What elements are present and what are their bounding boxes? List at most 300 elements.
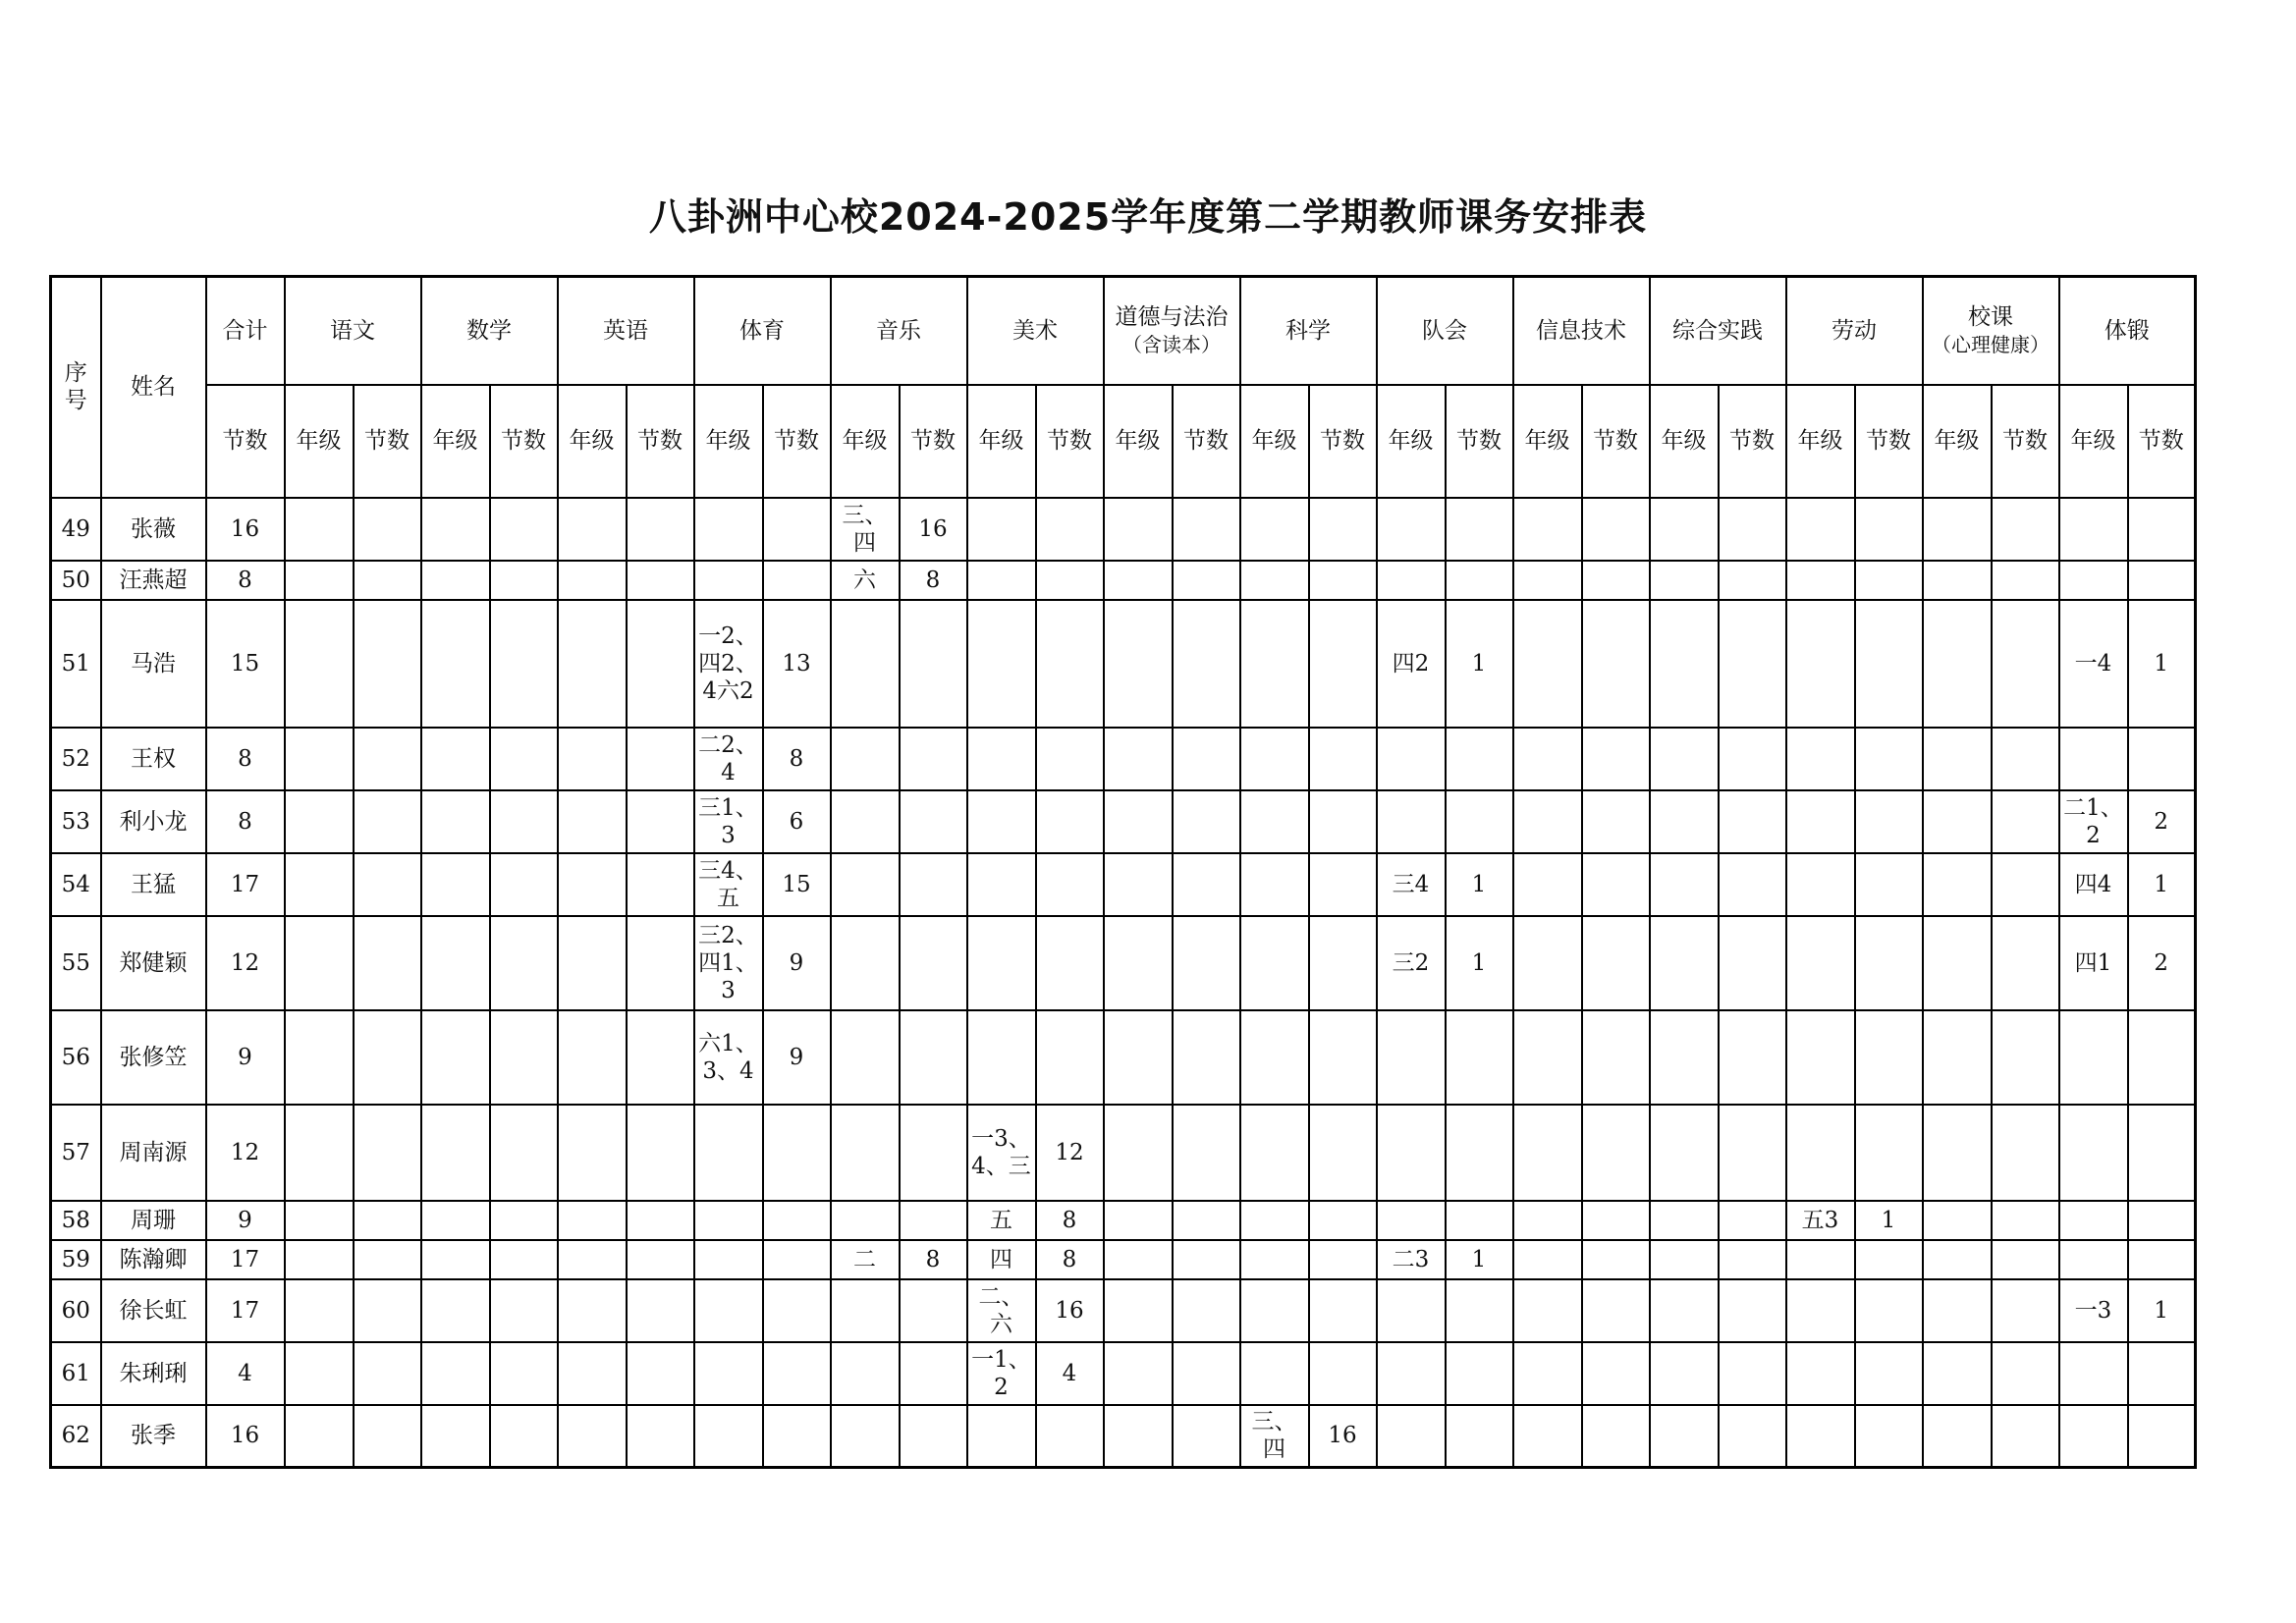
header-count: 节数 xyxy=(2128,385,2196,498)
cell-count xyxy=(354,498,421,561)
cell-count xyxy=(490,561,558,600)
cell-count xyxy=(1719,728,1786,790)
cell-grade xyxy=(1786,498,1855,561)
cell-name: 徐长虹 xyxy=(101,1279,206,1342)
subject-label: 校课 xyxy=(1968,303,2013,330)
table-row xyxy=(51,498,2196,561)
cell-grade xyxy=(1923,790,1992,853)
cell-count xyxy=(1992,916,2059,1010)
cell-grade xyxy=(1650,1010,1719,1105)
cell-count xyxy=(1582,1010,1650,1105)
table-row xyxy=(51,790,2196,853)
cell-grade xyxy=(1923,1342,1992,1405)
cell-grade xyxy=(831,1010,900,1105)
cell-seq: 56 xyxy=(51,1010,101,1105)
cell-count xyxy=(1173,853,1240,916)
cell-grade: 六1、3、4 xyxy=(694,1010,763,1105)
cell-grade: 四4 xyxy=(2059,853,2128,916)
cell-count: 1 xyxy=(1446,853,1513,916)
cell-count xyxy=(1582,1342,1650,1405)
cell-count xyxy=(1582,916,1650,1010)
header-seq: 序号 xyxy=(51,277,101,498)
cell-count xyxy=(1582,1105,1650,1201)
cell-count xyxy=(763,498,831,561)
cell-grade xyxy=(1240,1342,1309,1405)
cell-count xyxy=(490,1240,558,1279)
cell-count xyxy=(354,916,421,1010)
cell-grade xyxy=(1650,1201,1719,1240)
cell-grade xyxy=(1513,600,1582,728)
cell-count xyxy=(1719,1105,1786,1201)
cell-grade xyxy=(967,853,1036,916)
header-grade: 年级 xyxy=(967,385,1036,498)
cell-count xyxy=(1855,1105,1923,1201)
table-row xyxy=(51,600,2196,728)
cell-grade xyxy=(421,916,490,1010)
cell-grade xyxy=(285,1201,354,1240)
cell-count: 12 xyxy=(1036,1105,1104,1201)
cell-grade xyxy=(558,1240,627,1279)
cell-grade xyxy=(694,1105,763,1201)
table-row xyxy=(51,916,2196,1010)
cell-name: 张修笠 xyxy=(101,1010,206,1105)
cell-count xyxy=(1036,728,1104,790)
cell-grade xyxy=(421,1201,490,1240)
cell-count xyxy=(1719,853,1786,916)
cell-count xyxy=(1992,1342,2059,1405)
cell-grade xyxy=(2059,1010,2128,1105)
cell-seq: 55 xyxy=(51,916,101,1010)
cell-count xyxy=(490,1405,558,1468)
cell-grade xyxy=(1104,1405,1173,1468)
cell-grade xyxy=(1240,1201,1309,1240)
cell-grade xyxy=(1786,1010,1855,1105)
cell-grade xyxy=(967,600,1036,728)
subject-label: 队会 xyxy=(1422,317,1467,344)
cell-grade xyxy=(558,728,627,790)
cell-count: 4 xyxy=(1036,1342,1104,1405)
cell-grade xyxy=(558,1201,627,1240)
cell-grade xyxy=(1513,498,1582,561)
cell-count xyxy=(1446,561,1513,600)
cell-count xyxy=(763,1342,831,1405)
cell-name: 周珊 xyxy=(101,1201,206,1240)
cell-grade xyxy=(1650,1405,1719,1468)
cell-grade xyxy=(1786,853,1855,916)
cell-count xyxy=(2128,1201,2196,1240)
cell-grade xyxy=(1377,1405,1446,1468)
header-subject xyxy=(1104,277,1240,385)
cell-grade xyxy=(421,790,490,853)
cell-grade xyxy=(1923,1105,1992,1201)
cell-grade xyxy=(831,916,900,1010)
subject-label: 科学 xyxy=(1285,317,1331,344)
header-grade: 年级 xyxy=(1513,385,1582,498)
cell-count xyxy=(1309,728,1377,790)
cell-count xyxy=(900,1342,967,1405)
cell-grade xyxy=(1104,790,1173,853)
cell-grade xyxy=(1104,1105,1173,1201)
cell-grade xyxy=(421,561,490,600)
cell-grade xyxy=(2059,1201,2128,1240)
cell-grade xyxy=(1650,728,1719,790)
cell-count: 1 xyxy=(2128,853,2196,916)
cell-count xyxy=(1719,498,1786,561)
cell-grade: 三、四 xyxy=(831,498,900,561)
cell-grade xyxy=(1240,853,1309,916)
cell-count xyxy=(627,1201,694,1240)
cell-grade xyxy=(1377,1010,1446,1105)
header-grade: 年级 xyxy=(2059,385,2128,498)
table-row xyxy=(51,1279,2196,1342)
table-row xyxy=(51,1240,2196,1279)
cell-count xyxy=(1309,1279,1377,1342)
cell-grade xyxy=(558,600,627,728)
header-subject xyxy=(1240,277,1377,385)
cell-grade: 五3 xyxy=(1786,1201,1855,1240)
header-grade: 年级 xyxy=(1104,385,1173,498)
cell-count xyxy=(1446,498,1513,561)
cell-grade xyxy=(1923,1240,1992,1279)
cell-count xyxy=(1582,728,1650,790)
cell-grade xyxy=(1377,728,1446,790)
cell-count: 6 xyxy=(763,790,831,853)
cell-grade xyxy=(2059,1405,2128,1468)
cell-count xyxy=(354,1342,421,1405)
cell-grade xyxy=(1240,1010,1309,1105)
cell-grade xyxy=(285,728,354,790)
cell-count: 1 xyxy=(2128,600,2196,728)
cell-seq: 58 xyxy=(51,1201,101,1240)
cell-count xyxy=(900,1279,967,1342)
cell-count xyxy=(1992,600,2059,728)
subject-sublabel: （含读本） xyxy=(1122,332,1221,356)
table-row xyxy=(51,1342,2196,1405)
cell-grade xyxy=(1513,790,1582,853)
cell-grade: 二1、2 xyxy=(2059,790,2128,853)
subject-label: 音乐 xyxy=(876,317,921,344)
cell-count xyxy=(490,1342,558,1405)
header-grade: 年级 xyxy=(285,385,354,498)
subject-label: 体锻 xyxy=(2104,317,2150,344)
cell-count xyxy=(900,1405,967,1468)
cell-count xyxy=(1992,790,2059,853)
cell-grade xyxy=(1513,1342,1582,1405)
cell-count xyxy=(1855,916,1923,1010)
cell-grade xyxy=(1923,600,1992,728)
cell-grade xyxy=(967,498,1036,561)
cell-count xyxy=(490,1201,558,1240)
cell-grade xyxy=(831,853,900,916)
cell-grade xyxy=(831,1201,900,1240)
cell-seq: 62 xyxy=(51,1405,101,1468)
cell-seq: 54 xyxy=(51,853,101,916)
cell-grade xyxy=(421,1105,490,1201)
cell-count xyxy=(627,790,694,853)
cell-count xyxy=(1719,1010,1786,1105)
cell-count: 8 xyxy=(1036,1201,1104,1240)
cell-count xyxy=(627,1279,694,1342)
cell-count xyxy=(627,1405,694,1468)
cell-count xyxy=(900,728,967,790)
cell-grade xyxy=(1650,853,1719,916)
cell-count xyxy=(1855,1342,1923,1405)
cell-count: 1 xyxy=(1446,1240,1513,1279)
cell-count xyxy=(1173,1201,1240,1240)
header-subject xyxy=(2059,277,2196,385)
cell-grade xyxy=(1650,561,1719,600)
cell-count xyxy=(1173,1010,1240,1105)
cell-grade xyxy=(1104,600,1173,728)
cell-count xyxy=(354,790,421,853)
cell-grade xyxy=(558,561,627,600)
cell-grade xyxy=(1513,1010,1582,1105)
cell-count xyxy=(763,1279,831,1342)
cell-grade xyxy=(1650,790,1719,853)
cell-grade xyxy=(1786,1240,1855,1279)
cell-count: 8 xyxy=(1036,1240,1104,1279)
subject-label: 美术 xyxy=(1012,317,1058,344)
cell-grade xyxy=(2059,561,2128,600)
cell-grade xyxy=(421,498,490,561)
cell-grade: 三、四 xyxy=(1240,1405,1309,1468)
cell-count xyxy=(1582,853,1650,916)
schedule-table xyxy=(49,275,2197,1469)
cell-count xyxy=(490,853,558,916)
cell-grade: 三4 xyxy=(1377,853,1446,916)
cell-grade xyxy=(967,561,1036,600)
cell-grade xyxy=(1240,728,1309,790)
cell-seq: 50 xyxy=(51,561,101,600)
cell-grade xyxy=(421,1405,490,1468)
header-count: 节数 xyxy=(627,385,694,498)
cell-total: 12 xyxy=(206,916,285,1010)
cell-grade xyxy=(2059,1342,2128,1405)
cell-grade xyxy=(1923,853,1992,916)
cell-count xyxy=(1719,1201,1786,1240)
cell-count xyxy=(1446,728,1513,790)
cell-grade xyxy=(1104,728,1173,790)
cell-grade xyxy=(694,1342,763,1405)
header-count: 节数 xyxy=(1173,385,1240,498)
header-subject xyxy=(831,277,967,385)
cell-seq: 59 xyxy=(51,1240,101,1279)
cell-grade xyxy=(1104,1342,1173,1405)
cell-count xyxy=(1309,1201,1377,1240)
cell-count xyxy=(490,600,558,728)
cell-grade xyxy=(831,728,900,790)
cell-count xyxy=(900,916,967,1010)
header-subject xyxy=(1923,277,2059,385)
cell-count xyxy=(2128,498,2196,561)
cell-count xyxy=(1992,1240,2059,1279)
cell-seq: 60 xyxy=(51,1279,101,1342)
cell-count xyxy=(1309,790,1377,853)
header-subject xyxy=(1786,277,1923,385)
cell-count xyxy=(627,1342,694,1405)
header-count: 节数 xyxy=(1992,385,2059,498)
cell-count xyxy=(1173,1105,1240,1201)
cell-grade xyxy=(558,498,627,561)
cell-grade: 六 xyxy=(831,561,900,600)
cell-count xyxy=(627,728,694,790)
cell-count xyxy=(1855,1240,1923,1279)
header-subject xyxy=(1650,277,1786,385)
cell-count xyxy=(627,853,694,916)
cell-grade xyxy=(1377,1201,1446,1240)
cell-grade xyxy=(1513,1405,1582,1468)
cell-count xyxy=(1992,1010,2059,1105)
cell-count xyxy=(354,853,421,916)
cell-total: 17 xyxy=(206,1240,285,1279)
cell-grade: 一3 xyxy=(2059,1279,2128,1342)
cell-grade xyxy=(1513,561,1582,600)
cell-grade xyxy=(1650,916,1719,1010)
cell-count xyxy=(1036,600,1104,728)
cell-count xyxy=(1036,1405,1104,1468)
table-row xyxy=(51,1105,2196,1201)
cell-seq: 57 xyxy=(51,1105,101,1201)
cell-grade xyxy=(285,853,354,916)
cell-count xyxy=(1036,853,1104,916)
cell-count xyxy=(900,790,967,853)
cell-grade xyxy=(1786,1105,1855,1201)
cell-grade xyxy=(1786,561,1855,600)
cell-count xyxy=(900,1010,967,1105)
header-grade: 年级 xyxy=(558,385,627,498)
cell-grade xyxy=(831,1279,900,1342)
cell-count xyxy=(2128,1405,2196,1468)
cell-name: 王权 xyxy=(101,728,206,790)
cell-grade xyxy=(558,790,627,853)
cell-total: 8 xyxy=(206,728,285,790)
cell-seq: 51 xyxy=(51,600,101,728)
header-subject xyxy=(285,277,421,385)
cell-count xyxy=(1992,853,2059,916)
cell-count xyxy=(1036,498,1104,561)
cell-grade: 三4、五 xyxy=(694,853,763,916)
cell-grade xyxy=(1240,1279,1309,1342)
cell-grade xyxy=(1786,1342,1855,1405)
cell-grade xyxy=(1240,790,1309,853)
cell-count: 16 xyxy=(1036,1279,1104,1342)
page-title: 八卦洲中心校2024-2025学年度第二学期教师课务安排表 xyxy=(648,195,1648,239)
cell-grade xyxy=(831,1342,900,1405)
cell-grade xyxy=(558,1279,627,1342)
cell-grade xyxy=(967,790,1036,853)
cell-name: 汪燕超 xyxy=(101,561,206,600)
cell-name: 陈瀚卿 xyxy=(101,1240,206,1279)
cell-count xyxy=(354,1240,421,1279)
cell-count: 1 xyxy=(1446,916,1513,1010)
cell-grade xyxy=(1923,1279,1992,1342)
cell-count xyxy=(1446,1342,1513,1405)
cell-count: 15 xyxy=(763,853,831,916)
cell-count xyxy=(627,1105,694,1201)
cell-grade xyxy=(421,1342,490,1405)
subject-label: 英语 xyxy=(603,317,648,344)
cell-grade xyxy=(421,1279,490,1342)
cell-count: 8 xyxy=(900,561,967,600)
subject-label: 信息技术 xyxy=(1536,317,1626,344)
cell-total: 12 xyxy=(206,1105,285,1201)
cell-grade xyxy=(1513,1105,1582,1201)
cell-count xyxy=(1446,1010,1513,1105)
cell-count xyxy=(627,561,694,600)
header-count: 节数 xyxy=(763,385,831,498)
cell-count xyxy=(763,561,831,600)
header-subject xyxy=(694,277,831,385)
cell-count: 1 xyxy=(1855,1201,1923,1240)
cell-count xyxy=(1855,853,1923,916)
cell-grade xyxy=(285,561,354,600)
cell-count: 9 xyxy=(763,1010,831,1105)
cell-grade xyxy=(694,561,763,600)
cell-count xyxy=(354,1279,421,1342)
cell-grade xyxy=(1513,916,1582,1010)
cell-count xyxy=(1855,1279,1923,1342)
cell-count xyxy=(1855,600,1923,728)
cell-count xyxy=(1173,790,1240,853)
cell-total: 17 xyxy=(206,853,285,916)
cell-count xyxy=(1036,790,1104,853)
cell-grade xyxy=(1650,600,1719,728)
cell-total: 8 xyxy=(206,561,285,600)
cell-count xyxy=(763,1405,831,1468)
table-row xyxy=(51,561,2196,600)
cell-grade xyxy=(831,790,900,853)
cell-total: 16 xyxy=(206,498,285,561)
cell-count xyxy=(1446,1279,1513,1342)
cell-count xyxy=(1719,1279,1786,1342)
cell-count xyxy=(2128,1240,2196,1279)
cell-grade xyxy=(1104,1279,1173,1342)
cell-name: 周南源 xyxy=(101,1105,206,1201)
cell-count xyxy=(1446,1105,1513,1201)
cell-count xyxy=(1582,1240,1650,1279)
cell-grade: 一1、2 xyxy=(967,1342,1036,1405)
header-count: 节数 xyxy=(1309,385,1377,498)
cell-grade: 二2、4 xyxy=(694,728,763,790)
cell-count: 9 xyxy=(763,916,831,1010)
cell-count xyxy=(1992,561,2059,600)
cell-grade: 三2、四1、3 xyxy=(694,916,763,1010)
cell-grade xyxy=(1377,1279,1446,1342)
cell-grade xyxy=(1377,1342,1446,1405)
cell-count xyxy=(1992,728,2059,790)
cell-count xyxy=(354,728,421,790)
table-row xyxy=(51,1405,2196,1468)
subject-label: 语文 xyxy=(330,317,375,344)
header-grade: 年级 xyxy=(1240,385,1309,498)
cell-count xyxy=(1036,916,1104,1010)
cell-grade xyxy=(1786,600,1855,728)
cell-count xyxy=(354,1405,421,1468)
cell-grade xyxy=(1650,1105,1719,1201)
cell-count xyxy=(1855,790,1923,853)
cell-count xyxy=(1309,561,1377,600)
cell-count xyxy=(1446,1201,1513,1240)
cell-grade xyxy=(694,498,763,561)
cell-count xyxy=(1446,790,1513,853)
cell-grade xyxy=(1104,1240,1173,1279)
cell-grade xyxy=(1650,498,1719,561)
cell-count xyxy=(1582,1405,1650,1468)
cell-grade xyxy=(2059,1240,2128,1279)
cell-count xyxy=(490,728,558,790)
header-grade: 年级 xyxy=(1650,385,1719,498)
cell-grade xyxy=(1513,1279,1582,1342)
